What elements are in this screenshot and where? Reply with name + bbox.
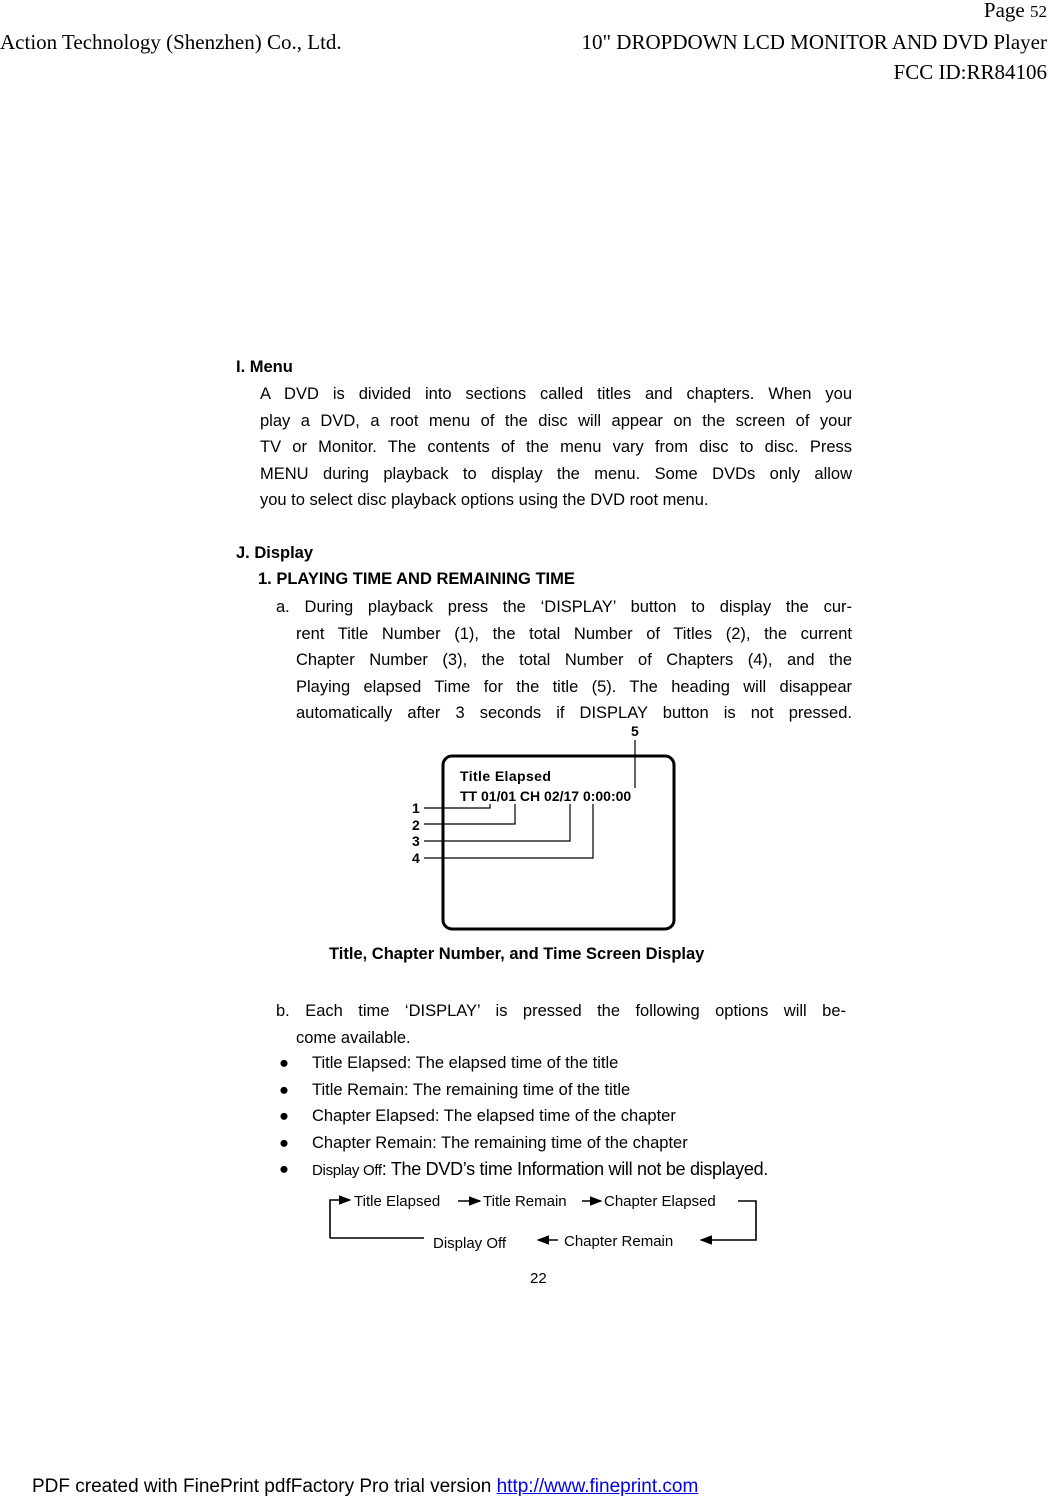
header-company: Action Technology (Shenzhen) Co., Ltd. bbox=[0, 30, 342, 54]
callout-1: 1 bbox=[412, 800, 420, 816]
para-a-line: Chapter Number (3), the total Number of Chapters (4), and the bbox=[296, 651, 852, 670]
leader-3 bbox=[424, 804, 570, 841]
bullet-dot: ● bbox=[279, 1107, 289, 1126]
bullet-text: Title Remain: The remaining time of the title bbox=[312, 1080, 631, 1099]
bullet-dot: ● bbox=[279, 1054, 289, 1072]
cycle-chapter-elapsed: Chapter Elapsed bbox=[604, 1193, 716, 1210]
menu-paragraph bbox=[260, 381, 852, 514]
arrow-to-title-elapsed bbox=[330, 1200, 350, 1238]
para-a-line: automatically after 3 seconds if DISPLAY button is not pressed. bbox=[296, 704, 852, 723]
cycle-display-off: Display Off bbox=[433, 1235, 507, 1252]
para-b-line: come available. bbox=[296, 1028, 411, 1047]
bullet-dot: ● bbox=[279, 1133, 289, 1152]
cycle-chapter-remain: Chapter Remain bbox=[564, 1233, 674, 1250]
page-number: 52 bbox=[1030, 2, 1047, 21]
screen-display-diagram bbox=[400, 720, 690, 945]
para-b-line: b. Each time ‘DISPLAY’ is pressed the following options will be- bbox=[276, 1002, 846, 1020]
callout-5: 5 bbox=[631, 723, 639, 739]
menu-line: play a DVD, a root menu of the disc will appear on the screen of your bbox=[260, 411, 852, 430]
menu-line: TV or Monitor. The contents of the menu vary from disc to disc. Press bbox=[260, 438, 852, 457]
diagram-caption: Title, Chapter Number, and Time Screen Display bbox=[329, 945, 705, 963]
bullet-text: Chapter Elapsed: The elapsed time of the chapter bbox=[312, 1107, 676, 1126]
menu-line: A DVD is divided into sections called titles and chapters. When you bbox=[260, 385, 852, 403]
bullet-prefix: Display Off bbox=[312, 1162, 382, 1180]
page-label: Page bbox=[983, 0, 1025, 22]
callout-2: 2 bbox=[412, 817, 420, 833]
footer-text: PDF created with FinePrint pdfFactory Pro trial version bbox=[32, 1476, 497, 1497]
display-paragraph-a bbox=[276, 594, 852, 727]
callout-3: 3 bbox=[412, 833, 420, 849]
menu-line: MENU during playback to display the menu. Some DVDs only allow bbox=[260, 464, 852, 483]
bullet-rest: : The DVD’s time Information will not be displayed. bbox=[381, 1159, 769, 1180]
section-menu-title: I. Menu bbox=[236, 358, 293, 376]
leader-4 bbox=[424, 804, 593, 858]
leader-2 bbox=[424, 804, 515, 824]
bullet-text bbox=[312, 1156, 768, 1185]
cycle-title-remain: Title Remain bbox=[483, 1193, 567, 1210]
leader-1 bbox=[424, 804, 490, 808]
section-display-title: J. Display bbox=[236, 544, 314, 562]
para-a-line: rent Title Number (1), the total Number of Titles (2), the current bbox=[296, 624, 852, 643]
callout-leaders bbox=[424, 804, 593, 858]
bullet-text: Title Elapsed: The elapsed time of the title bbox=[312, 1054, 619, 1072]
playing-time-heading: 1. PLAYING TIME AND REMAINING TIME bbox=[258, 570, 575, 588]
menu-line: you to select disc playback options using the DVD root menu. bbox=[260, 491, 709, 510]
para-a-line: Playing elapsed Time for the title (5). The heading will disappear bbox=[296, 677, 852, 696]
footer-link[interactable]: http://www.fineprint.com bbox=[496, 1476, 699, 1497]
header-page-number bbox=[984, 0, 1047, 23]
display-cycle-diagram bbox=[320, 1186, 770, 1256]
header-fcc-id: FCC ID:RR84106 bbox=[893, 60, 1047, 84]
pdf-footer bbox=[32, 1476, 698, 1498]
manual-page-number: 22 bbox=[530, 1270, 547, 1287]
bullet-text: Chapter Remain: The remaining time of the chapter bbox=[312, 1133, 688, 1152]
screen-values: TT 01/01 CH 02/17 0:00:00 bbox=[460, 788, 632, 804]
header-product: 10" DROPDOWN LCD MONITOR AND DVD Player bbox=[581, 30, 1047, 54]
bullet-dot: ● bbox=[279, 1160, 289, 1179]
display-paragraph-b bbox=[276, 998, 846, 1051]
para-a-line: a. During playback press the ‘DISPLAY’ button to display the cur- bbox=[276, 598, 852, 616]
bullet-dot: ● bbox=[279, 1080, 289, 1099]
cycle-title-elapsed: Title Elapsed bbox=[354, 1193, 441, 1210]
callout-4: 4 bbox=[412, 850, 420, 866]
screen-heading: Title Elapsed bbox=[460, 768, 552, 784]
